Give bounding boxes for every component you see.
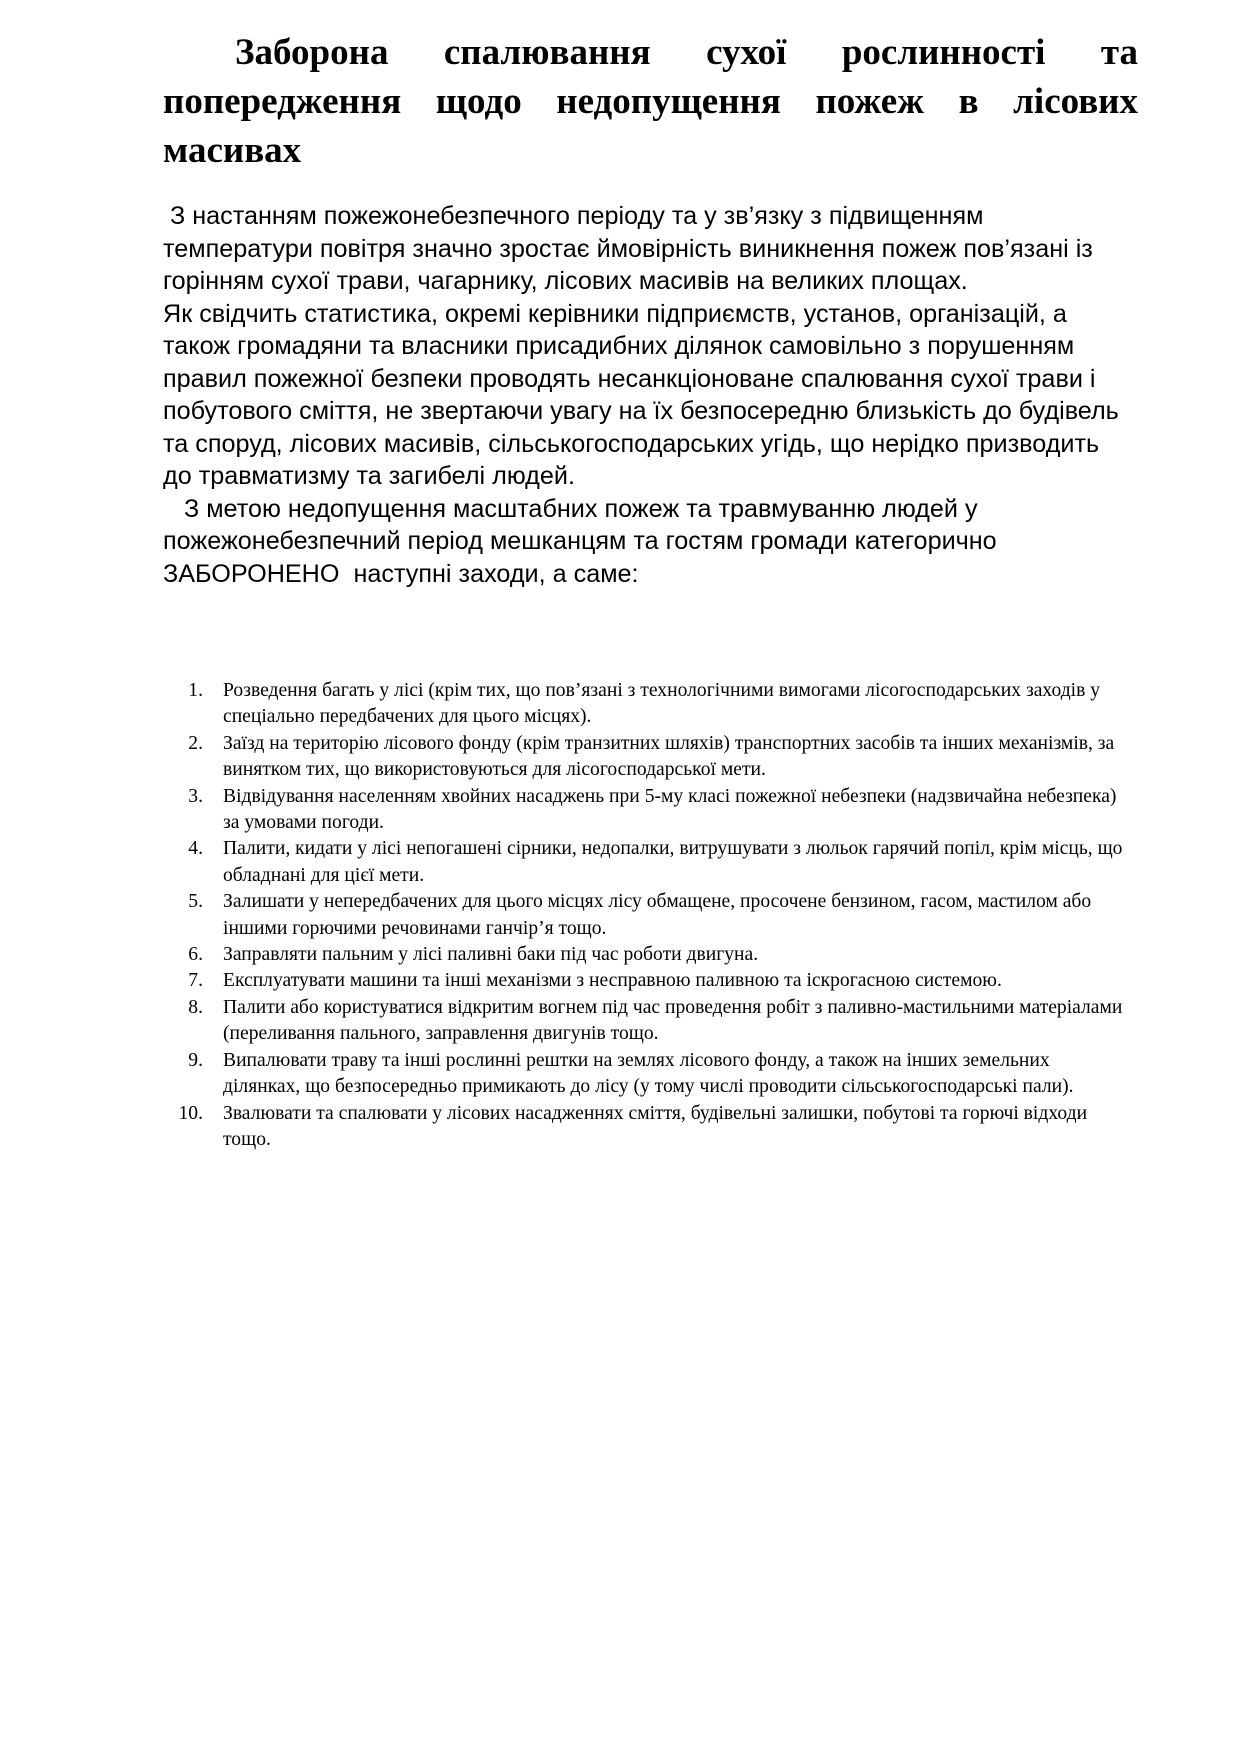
list-item-text: Розведення багать у лісі (крім тих, що пов’язані з технологічними вимогами лісогосподарських заходів у спеціально передбачених для цього місцях).	[223, 680, 1101, 728]
list-item-text: Експлуатувати машини та інші механізми з несправною паливною та іскрогасною системою.	[223, 970, 1002, 992]
list-item-text: Відвідування населенням хвойних насаджень при 5-му класі пожежної небезпеки (надзвичайна небезпека) за умовами погоди.	[223, 785, 1117, 834]
list-item-number: 7.	[188, 970, 203, 992]
list-item-number: 10.	[178, 1102, 203, 1124]
list-item-number: 9.	[188, 1049, 203, 1071]
list-item-number: 6.	[188, 944, 203, 966]
list-item-text: Палити, кидати у лісі непогашені сірники, недопалки, витрушувати з люльок гарячий попіл, крім місць, що обладнані для цієї мети.	[223, 838, 1123, 886]
list-item	[163, 731, 1123, 784]
list-item-number: 3.	[188, 785, 203, 807]
list-item-text: Заправляти пальним у лісі паливні баки під час роботи двигуна.	[223, 944, 759, 966]
paragraph-statistics: Як свідчить статистика, окремі керівники підприємств, установ, організацій, а також громадяни та власники присадибних ділянок самовільно з порушенням правил пожежної безпеки проводять несанкціоноване спалювання сухої трави і побутового сміття, не звертаючи увагу на їх безпосередню близькість до будівель та споруд, лісових масивів, сільськогосподарських угідь, що нерідко призводить до травматизму та загибелі людей.	[163, 299, 1119, 490]
list-item	[163, 942, 1123, 968]
list-item-number: 1.	[188, 680, 203, 701]
list-item-number: 2.	[188, 732, 203, 754]
page-title: Заборона спалювання сухої рослинності та попередження щодо недопущення пожеж в лісових масивах	[163, 32, 1138, 171]
list-item-text: Випалювати траву та інші рослинні рештки на землях лісового фонду, а також на інших земельних ділянках, що безпосередньо примикають до лісу (у тому числі проводити сільськогосподарські пали).	[223, 1049, 1074, 1098]
list-item-number: 4.	[188, 838, 203, 860]
list-item	[163, 1048, 1123, 1101]
list-item	[163, 678, 1123, 731]
list-item	[163, 889, 1123, 942]
list-item	[163, 995, 1123, 1048]
list-item-text: Звалювати та спалювати у лісових насадженнях сміття, будівельні залишки, побутові та горючі відходи тощо.	[223, 1102, 1088, 1150]
intro-text	[163, 200, 1123, 590]
list-item-text: Палити або користуватися відкритим вогнем під час проведення робіт з паливно-мастильними матеріалами (переливання пального, заправлення двигунів тощо.	[223, 996, 1123, 1045]
list-item-number: 5.	[188, 891, 203, 913]
list-item	[163, 968, 1123, 994]
prohibitions-list	[163, 678, 1123, 1153]
paragraph-intro: З настанням пожежонебезпечного періоду та у зв’язку з підвищенням температури повітря значно зростає ймовірність виникнення пожеж пов’язані із горінням сухої трави, чагарнику, лісових масивів на великих площах.	[163, 202, 1100, 295]
list-item	[163, 1101, 1123, 1154]
list-item-text: Заїзд на територію лісового фонду (крім транзитних шляхів) транспортних засобів та інших механізмів, за винятком тих, що використовуються для лісогосподарської мети.	[223, 732, 1115, 781]
list-item-text: Залишати у непередбачених для цього місцях лісу обмащене, просочене бензином, гасом, мастилом або іншими горючими речовинами ганчір’я тощо.	[223, 891, 1092, 939]
list-item-number: 8.	[188, 996, 203, 1018]
paragraph-prohibition-intro: З метою недопущення масштабних пожеж та травмуванню людей у пожежонебезпечний період мешканцям та гостям громади категорично ЗАБОРОНЕНО наступні заходи, а саме:	[163, 494, 1004, 588]
list-item	[163, 784, 1123, 837]
list-item	[163, 836, 1123, 889]
